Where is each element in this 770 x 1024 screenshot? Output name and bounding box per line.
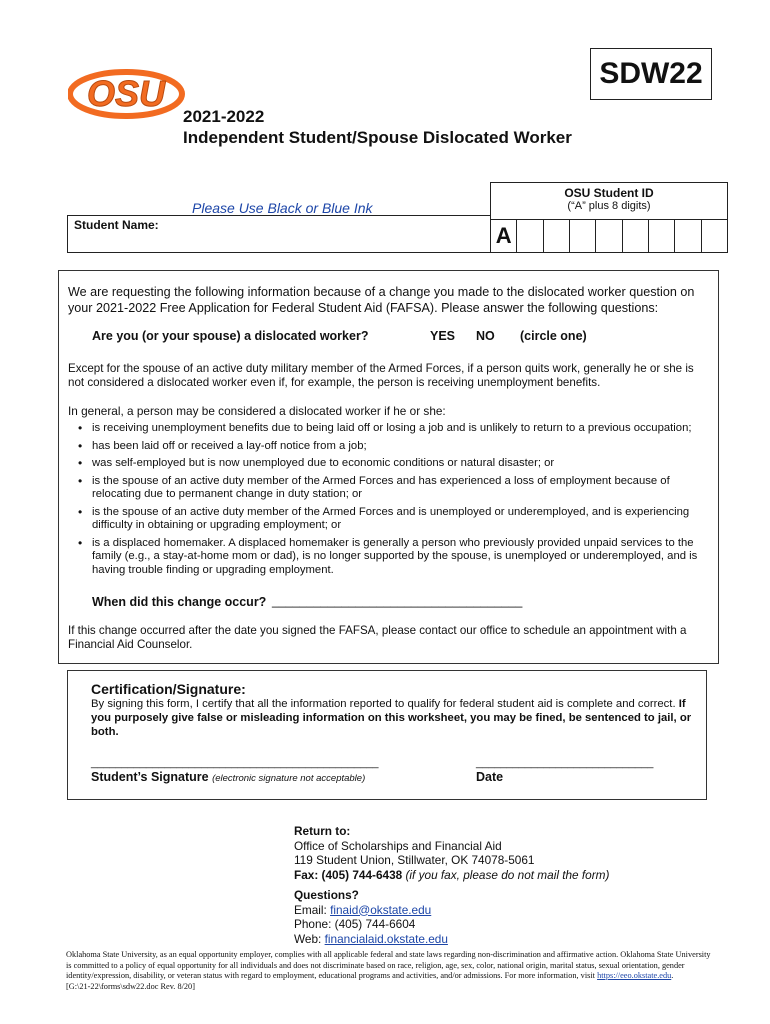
form-code: SDW22 (590, 48, 712, 100)
student-id-label: OSU Student ID (564, 186, 654, 200)
student-id-digit[interactable] (544, 220, 570, 252)
student-id-hint: (“A” plus 8 digits) (567, 200, 651, 212)
page-title: Independent Student/Spouse Dislocated Worker (183, 128, 572, 147)
questions-label: Questions? (294, 888, 359, 902)
return-label: Return to: (294, 824, 351, 838)
date-label: Date (476, 770, 504, 784)
student-id-digit[interactable] (675, 220, 701, 252)
fax-number: Fax: (405) 744-6438 (294, 867, 403, 882)
list-item: • is a displaced homemaker. A displaced homemaker is generally a person who previously provided unpaid services to the family (e.g., a stay-at-home mom or dad), is no longer supported by the spouse, is unemployed or underemployed, and is having trouble finding or upgrading employment. (74, 537, 714, 578)
except-text: Except for the spouse of an active duty military member of the Armed Forces, if a person quits work, generally he or she is not considered a dislocated worker even if, for example, the person is receiving unemployment benefits. (68, 362, 694, 389)
student-id-header (490, 182, 728, 220)
footer: Oklahoma State University, as an equal opportunity employer, complies with all applicable federal and state laws regarding non-discrimination and affirmative action. Oklahoma State University is committed to a policy of equal opportunity for all individuals and does not discriminate based on race, religion, age, sex, color, national origin, marital status, sexual orientation, gender identity/expression, disability, or veteran status with regard to employment, educational programs and activities, and/or admissions. For more information, visit https://eeo.okstate.edu. [G:\21-22\forms\sdw22.doc Rev. 8/20] (66, 950, 716, 992)
email-link[interactable]: finaid@okstate.edu (330, 902, 432, 917)
general-intro: In general, a person may be considered a dislocated worker if he or she: (68, 404, 446, 418)
student-id-prefix: A (491, 220, 517, 252)
student-id-digit[interactable] (570, 220, 596, 252)
student-name-field[interactable] (67, 215, 490, 253)
circle-one-note: (circle one) (520, 329, 587, 343)
list-item: • has been laid off or received a lay-off notice from a job; (74, 440, 714, 454)
student-id-digit[interactable] (596, 220, 622, 252)
signature-note: (electronic signature not acceptable) (212, 773, 366, 784)
change-date-field[interactable]: ____________________________________ (272, 594, 523, 608)
certification-warning: If you purposely give false or misleading information on this worksheet, you may be fined, be sentenced to jail, or both. (91, 698, 692, 738)
student-id-digit[interactable] (517, 220, 543, 252)
after-text: If this change occurred after the date you signed the FAFSA, please contact our office to schedule an appointment with a Financial Aid Counselor. (68, 624, 687, 651)
office-address: 119 Student Union, Stillwater, OK 74078-5061 (294, 853, 535, 867)
document-revision: [G:\21-22\forms\sdw22.doc Rev. 8/20] (66, 981, 195, 991)
form-year: 2021-2022 (183, 107, 265, 126)
footer-text: Oklahoma State University, as an equal opportunity employer, complies with all applicable federal and state laws regarding non-discrimination and affirmative action. Oklahoma State University is committed to a policy of equal opportunity for all individuals and does not discriminate based on race, religion, age, sex, color, national origin, marital status, sexual orientation, gender identity/expression, disability, or veteran status with regard to employment, educational programs and activities, and/or admissions. For more information, visit (66, 950, 711, 980)
list-item: • is the spouse of an active duty member of the Armed Forces and has experienced a loss of employment because of relocating due to permanent change in duty station; or (74, 475, 714, 502)
criteria-list (74, 422, 714, 581)
eeo-link[interactable]: https://eeo.okstate.edu (597, 971, 672, 980)
osu-logo-text: OSU (86, 73, 166, 114)
student-id-field[interactable] (490, 219, 728, 253)
student-name-label: Student Name: (74, 218, 159, 232)
dislocated-question: Are you (or your spouse) a dislocated worker? (92, 329, 369, 343)
email-label: Email: (294, 902, 327, 917)
list-item: • was self-employed but is now unemployed due to economic conditions or natural disaster; or (74, 457, 714, 471)
intro-text: We are requesting the following information because of a change you made to the dislocated worker question on your 2021-2022 Free Application for Federal Student Aid (FAFSA). Please answer the following questions: (68, 285, 695, 315)
signature-field[interactable]: _______________________________________________ (91, 757, 379, 769)
certification-heading: Certification/Signature: (91, 681, 246, 697)
certification-text (91, 697, 695, 739)
phone-number: Phone: (405) 744-6604 (294, 917, 416, 931)
student-id-digit[interactable] (649, 220, 675, 252)
student-id-digit[interactable] (623, 220, 649, 252)
date-field[interactable]: _____________________________ (476, 757, 654, 769)
osu-logo (68, 68, 186, 120)
office-name: Office of Scholarships and Financial Aid (294, 838, 502, 853)
certification-statement: By signing this form, I certify that all the information reported to qualify for federal student aid is complete and correct. (91, 698, 676, 710)
signature-label: Student’s Signature (91, 770, 209, 784)
change-date-label: When did this change occur? (92, 595, 267, 609)
web-label: Web: (294, 931, 322, 946)
yes-option[interactable]: YES (430, 329, 456, 343)
list-item: • is the spouse of an active duty member of the Armed Forces and is unemployed or underemployed, and is experiencing difficulty in obtaining or upgrading employment; or (74, 506, 714, 533)
no-option[interactable]: NO (476, 329, 495, 343)
web-link[interactable]: financialaid.okstate.edu (324, 931, 448, 946)
fax-note: (if you fax, please do not mail the form) (405, 867, 610, 882)
return-block (294, 824, 609, 946)
list-item: • is receiving unemployment benefits due to being laid off or losing a job and is unlikely to return to a previous occupation; (74, 422, 714, 436)
ink-note: Please Use Black or Blue Ink (192, 200, 373, 216)
student-id-digit[interactable] (702, 220, 727, 252)
